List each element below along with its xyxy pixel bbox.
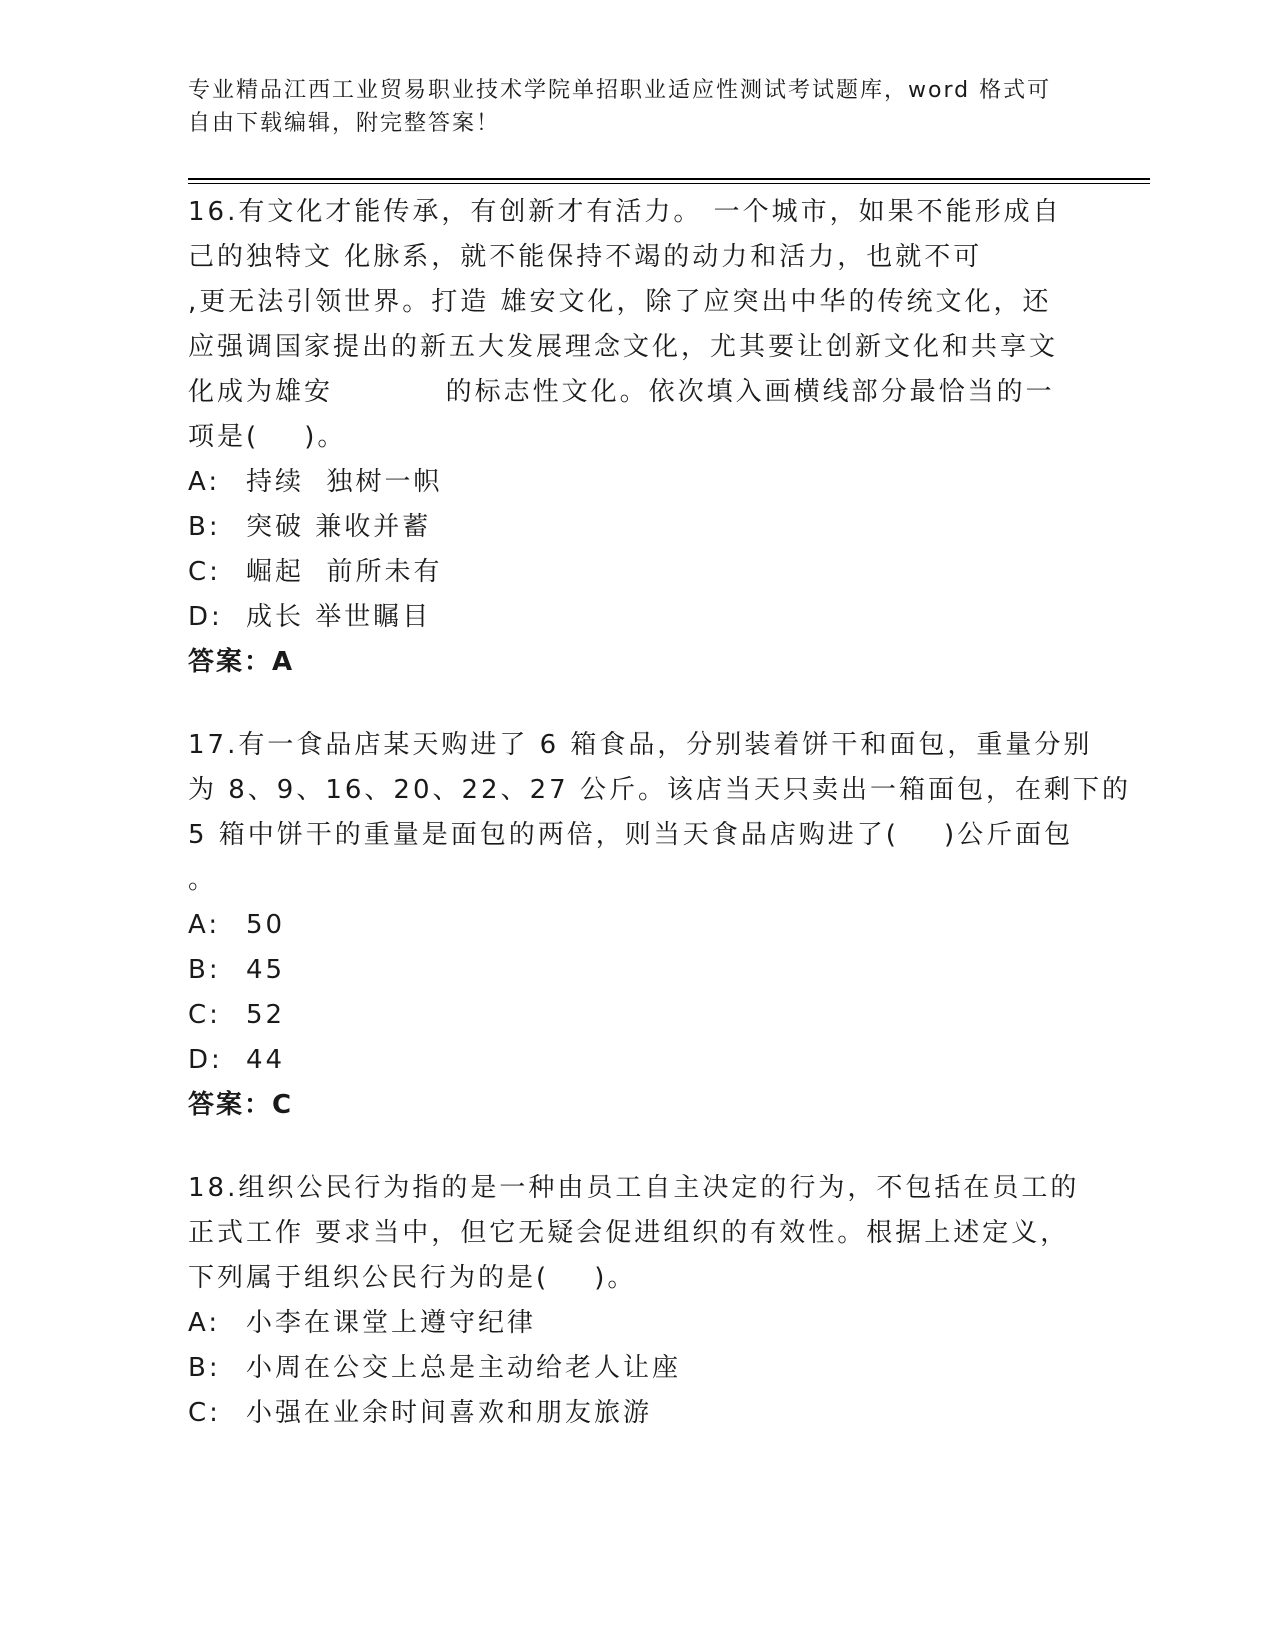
option-key: A: bbox=[188, 467, 221, 497]
question-text-line: 己的独特文 化脉系，就不能保持不竭的动力和活力，也就不可 bbox=[188, 242, 983, 272]
question-text-line: 项是( )。 bbox=[188, 422, 347, 452]
option-text: 52 bbox=[246, 1000, 286, 1030]
question-text-line: 17.有一食品店某天购进了 6 箱食品，分别装着饼干和面包，重量分别 bbox=[188, 730, 1093, 760]
question-text-line: 下列属于组织公民行为的是( )。 bbox=[188, 1263, 637, 1293]
question-text-line: 18.组织公民行为指的是一种由员工自主决定的行为，不包括在员工的 bbox=[188, 1173, 1080, 1203]
header-line: 专业精品江西工业贸易职业技术学院单招职业适应性测试考试题库，word 格式可 bbox=[188, 78, 1052, 103]
option-text: 持续 独树一帜 bbox=[246, 467, 443, 497]
question-18 bbox=[188, 1166, 1088, 1436]
answer-line: 答案：C bbox=[188, 1090, 294, 1120]
option-key: A: bbox=[188, 1308, 221, 1338]
option-b bbox=[188, 948, 1088, 993]
header-divider-thick bbox=[188, 178, 1150, 180]
option-text: 突破 兼收并蓄 bbox=[246, 512, 432, 542]
option-text: 50 bbox=[246, 910, 286, 940]
option-key: C: bbox=[188, 1398, 221, 1428]
option-c bbox=[188, 993, 1088, 1038]
option-key: D: bbox=[188, 602, 223, 632]
question-text-line: 正式工作 要求当中，但它无疑会促进组织的有效性。根据上述定义， bbox=[188, 1218, 1070, 1248]
question-16 bbox=[188, 190, 1088, 685]
question-text-line: ,更无法引领世界。打造 雄安文化，除了应突出中华的传统文化，还 bbox=[188, 287, 1052, 317]
option-text: 44 bbox=[246, 1045, 286, 1075]
option-key: B: bbox=[188, 955, 221, 985]
header-divider-thin bbox=[188, 183, 1150, 184]
option-a bbox=[188, 1301, 1088, 1346]
option-key: C: bbox=[188, 1000, 221, 1030]
question-text-line: 16.有文化才能传承，有创新才有活力。 一个城市，如果不能形成自 bbox=[188, 197, 1062, 227]
option-d bbox=[188, 1038, 1088, 1083]
option-a bbox=[188, 903, 1088, 948]
option-c bbox=[188, 1391, 1088, 1436]
header-line: 自由下载编辑，附完整答案！ bbox=[188, 111, 501, 136]
question-17 bbox=[188, 723, 1131, 1128]
option-text: 小李在课堂上遵守纪律 bbox=[246, 1308, 537, 1338]
option-b bbox=[188, 1346, 1088, 1391]
option-key: A: bbox=[188, 910, 221, 940]
option-key: C: bbox=[188, 557, 221, 587]
option-key: D: bbox=[188, 1045, 223, 1075]
option-text: 小强在业余时间喜欢和朋友旅游 bbox=[246, 1398, 653, 1428]
option-text: 崛起 前所未有 bbox=[246, 557, 443, 587]
question-text-line: 。 bbox=[188, 865, 218, 895]
answer-line: 答案：A bbox=[188, 647, 295, 677]
option-d bbox=[188, 595, 1088, 640]
option-text: 小周在公交上总是主动给老人让座 bbox=[246, 1353, 682, 1383]
option-a bbox=[188, 460, 1088, 505]
question-list bbox=[188, 190, 1131, 1436]
page-header bbox=[188, 74, 1088, 140]
question-text-line: 化成为雄安 的标志性文化。依次填入画横线部分最恰当的一 bbox=[188, 377, 1055, 407]
question-text-line: 为 8、9、16、20、22、27 公斤。该店当天只卖出一箱面包，在剩下的 bbox=[188, 775, 1131, 805]
option-text: 45 bbox=[246, 955, 286, 985]
option-key: B: bbox=[188, 1353, 221, 1383]
option-text: 成长 举世瞩目 bbox=[246, 602, 432, 632]
question-text-line: 5 箱中饼干的重量是面包的两倍，则当天食品店购进了( )公斤面包 bbox=[188, 820, 1074, 850]
option-b bbox=[188, 505, 1088, 550]
option-c bbox=[188, 550, 1088, 595]
question-spacer bbox=[188, 1128, 1088, 1166]
question-spacer bbox=[188, 685, 1088, 723]
question-text-line: 应强调国家提出的新五大发展理念文化，尤其要让创新文化和共享文 bbox=[188, 332, 1059, 362]
option-key: B: bbox=[188, 512, 221, 542]
